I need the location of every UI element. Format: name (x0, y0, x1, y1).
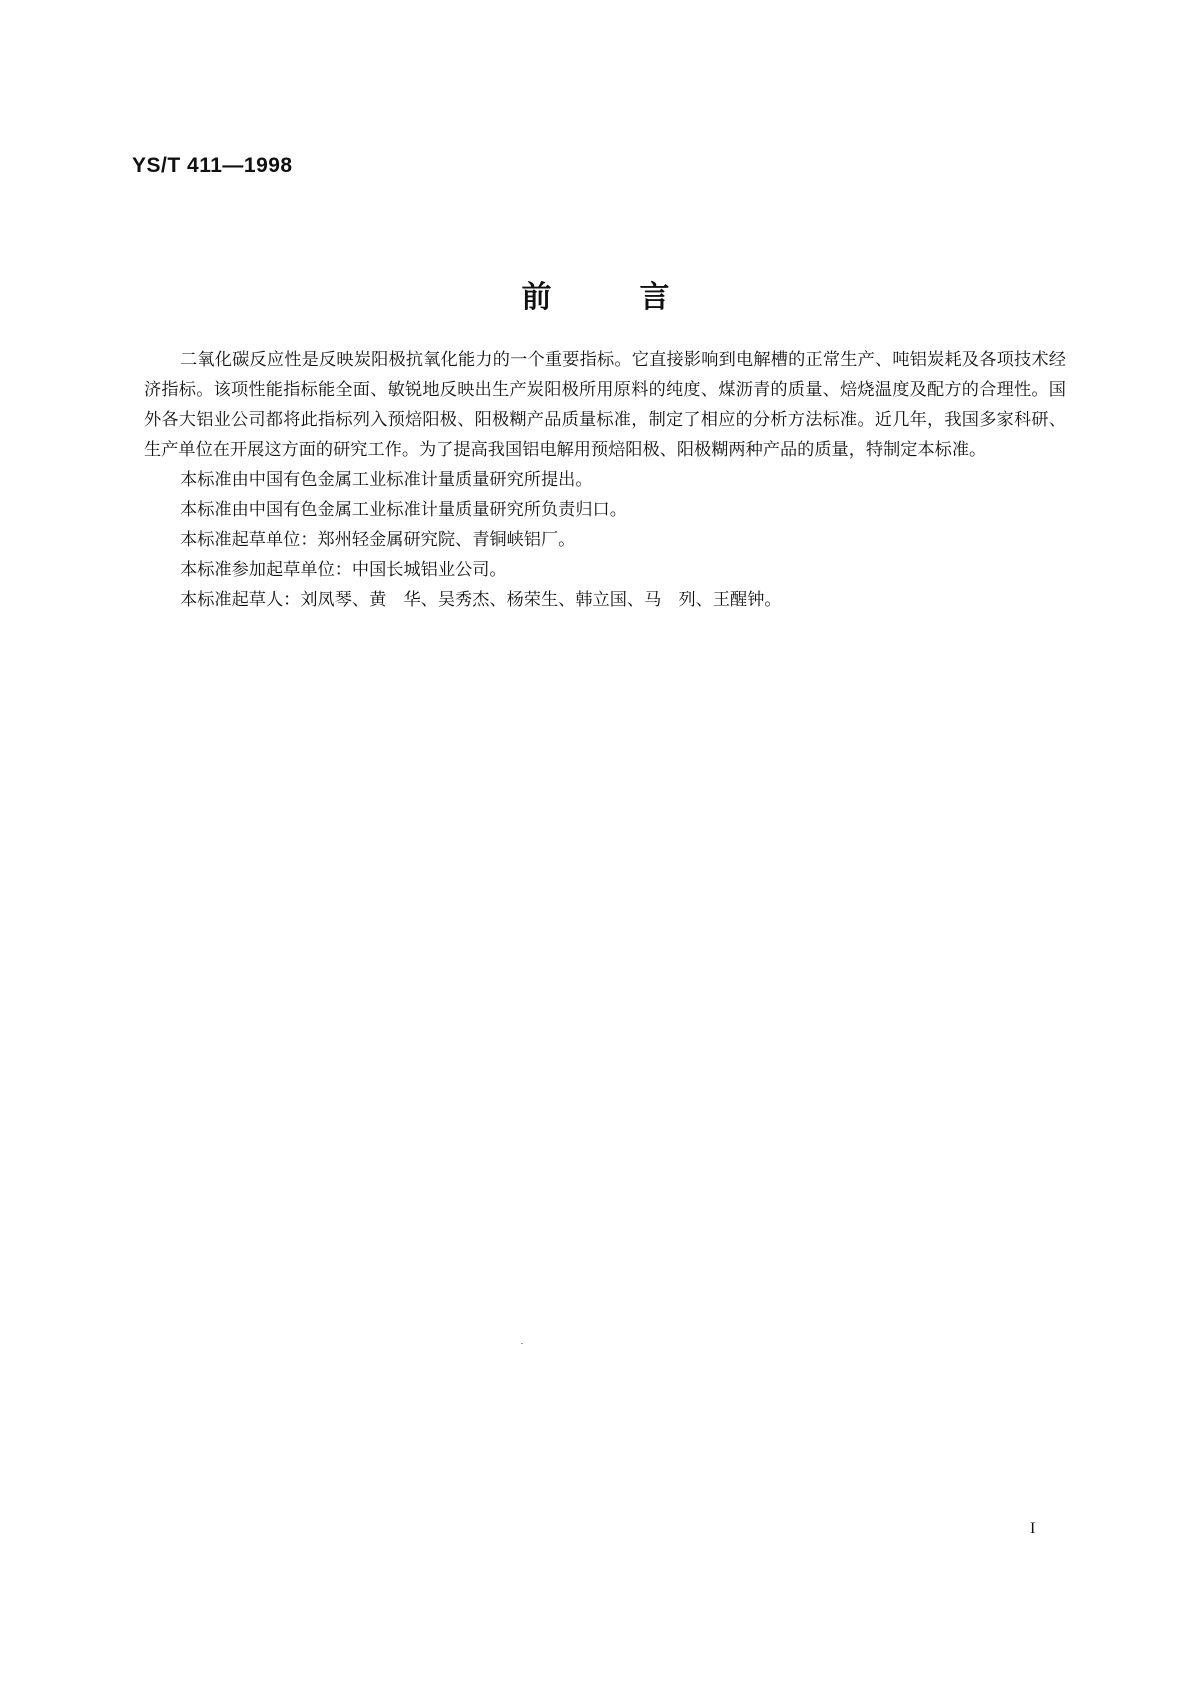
foreword-body (144, 345, 1066, 615)
paragraph-intro: 二氧化碳反应性是反映炭阳极抗氧化能力的一个重要指标。它直接影响到电解槽的正常生产、吨铝炭耗及各项技术经济指标。该项性能指标能全面、敏锐地反映出生产炭阳极所用原料的纯度、煤沥青的质量、焙烧温度及配方的合理性。国外各大铝业公司都将此指标列入预焙阳极、阳极糊产品质量标准，制定了相应的分析方法标准。近几年，我国多家科研、生产单位在开展这方面的研究工作。为了提高我国铝电解用预焙阳极、阳极糊两种产品的质量，特制定本标准。 (144, 350, 1066, 460)
paragraph-participating-units: 本标准参加起草单位：中国长城铝业公司。 (180, 560, 507, 580)
standard-code: YS/T 411—1998 (132, 154, 293, 177)
paragraph-proposer: 本标准由中国有色金属工业标准计量质量研究所提出。 (180, 470, 593, 490)
scan-speck (521, 1343, 523, 1344)
paragraph-administrator: 本标准由中国有色金属工业标准计量质量研究所负责归口。 (180, 500, 627, 520)
page-title: 前言 (521, 280, 758, 315)
paragraph-drafting-units: 本标准起草单位：郑州轻金属研究院、青铜峡铝厂。 (180, 530, 576, 550)
page-number: I (1030, 1520, 1036, 1537)
paragraph-drafters: 本标准起草人：刘凤琴、黄 华、吴秀杰、杨荣生、韩立国、马 列、王醒钟。 (180, 590, 782, 610)
